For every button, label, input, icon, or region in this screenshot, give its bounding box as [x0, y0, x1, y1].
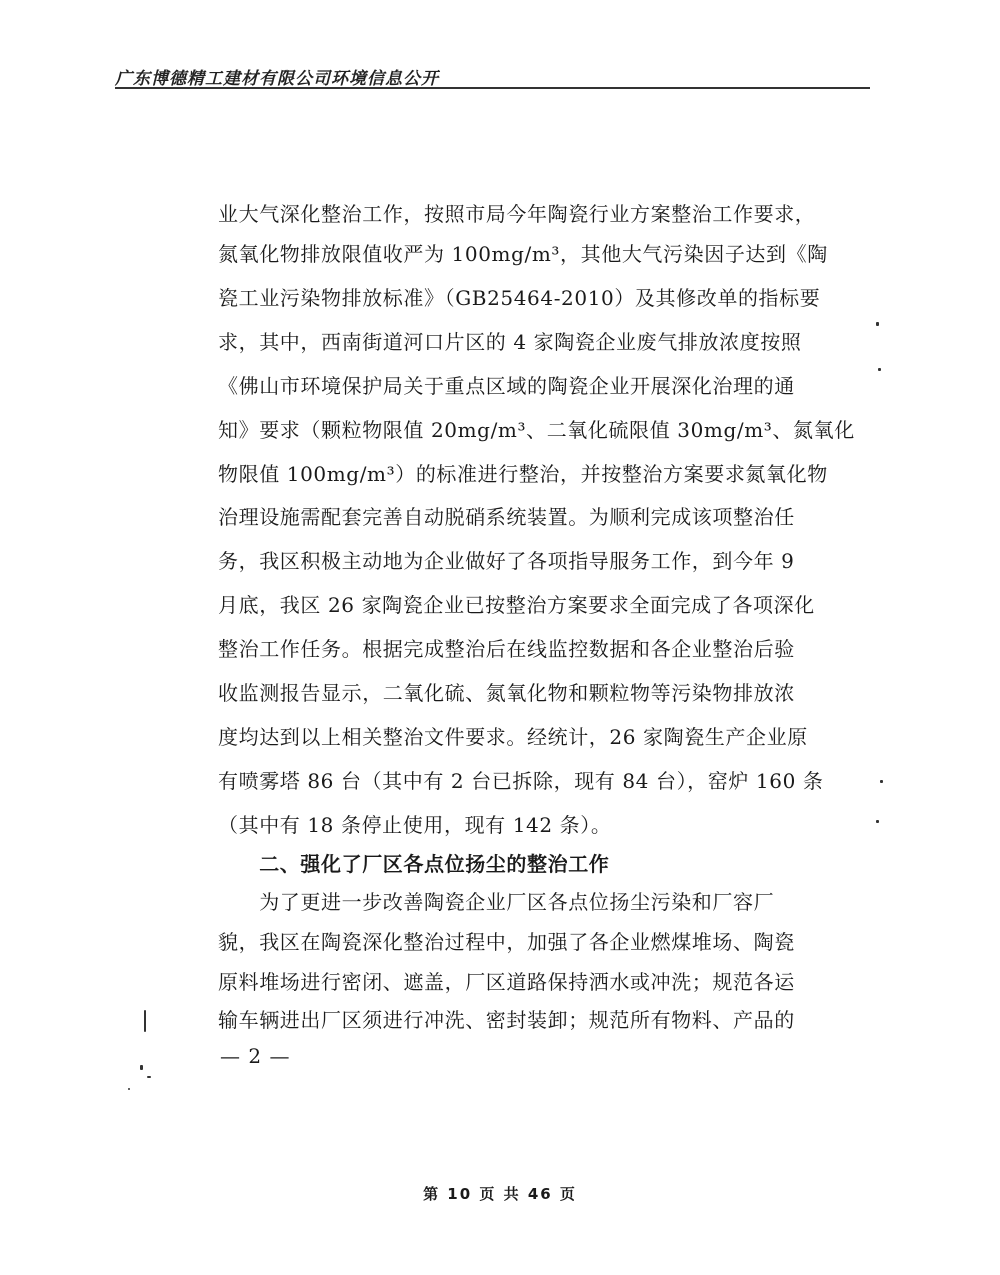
body-line: （其中有 18 条停止使用，现有 142 条）。	[218, 813, 612, 837]
body-line: 氮氧化物排放限值收严为 100mg/m³，其他大气污染因子达到《陶	[218, 242, 828, 266]
body-line: 月底，我区 26 家陶瓷企业已按整治方案要求全面完成了各项深化	[218, 593, 815, 617]
body-line: 原料堆场进行密闭、遮盖，厂区道路保持洒水或冲洗；规范各运	[218, 970, 795, 994]
body-line: 知》要求（颗粒物限值 20mg/m³、二氧化硫限值 30mg/m³、氮氧化	[218, 418, 855, 442]
document-header: 广东博德精工建材有限公司环境信息公开	[115, 69, 439, 89]
body-line: 输车辆进出厂区须进行冲洗、密封装卸；规范所有物料、产品的	[218, 1008, 795, 1032]
body-line: 业大气深化整治工作，按照市局今年陶瓷行业方案整治工作要求，	[218, 202, 816, 226]
page-number: — 2 —	[220, 1044, 291, 1068]
scan-speck	[147, 1076, 151, 1078]
header-divider	[115, 87, 870, 89]
body-line: 瓷工业污染物排放标准》（GB25464-2010）及其修改单的指标要	[218, 286, 821, 310]
body-line: 貌，我区在陶瓷深化整治过程中，加强了各企业燃煤堆场、陶瓷	[218, 930, 795, 954]
body-line: 求，其中，西南街道河口片区的 4 家陶瓷企业废气排放浓度按照	[218, 330, 802, 354]
scan-speck	[128, 1088, 130, 1090]
scan-speck	[878, 368, 881, 371]
scan-speck	[876, 820, 879, 823]
body-line: 治理设施需配套完善自动脱硝系统装置。为顺利完成该项整治任	[218, 505, 795, 529]
body-line: 收监测报告显示，二氧化硫、氮氧化物和颗粒物等污染物排放浓	[218, 681, 795, 705]
body-line: 有喷雾塔 86 台（其中有 2 台已拆除，现有 84 台），窑炉 160 条	[218, 769, 824, 793]
scan-speck	[880, 780, 883, 783]
scan-speck	[140, 1065, 143, 1070]
body-line: 物限值 100mg/m³）的标准进行整治，并按整治方案要求氮氧化物	[218, 462, 828, 486]
body-line: 整治工作任务。根据完成整治后在线监控数据和各企业整治后验	[218, 637, 795, 661]
scan-speck	[144, 1010, 146, 1032]
body-line: 度均达到以上相关整治文件要求。经统计，26 家陶瓷生产企业原	[218, 725, 808, 749]
scan-speck	[876, 322, 879, 326]
section-heading: 二、强化了厂区各点位扬尘的整治工作	[218, 852, 610, 876]
body-line: 《佛山市环境保护局关于重点区域的陶瓷企业开展深化治理的通	[218, 374, 795, 398]
body-line: 务，我区积极主动地为企业做好了各项指导服务工作，到今年 9	[218, 549, 795, 573]
body-line: 为了更进一步改善陶瓷企业厂区各点位扬尘污染和厂容厂	[218, 890, 775, 914]
page-footer: 第 10 页 共 46 页	[423, 1185, 577, 1203]
